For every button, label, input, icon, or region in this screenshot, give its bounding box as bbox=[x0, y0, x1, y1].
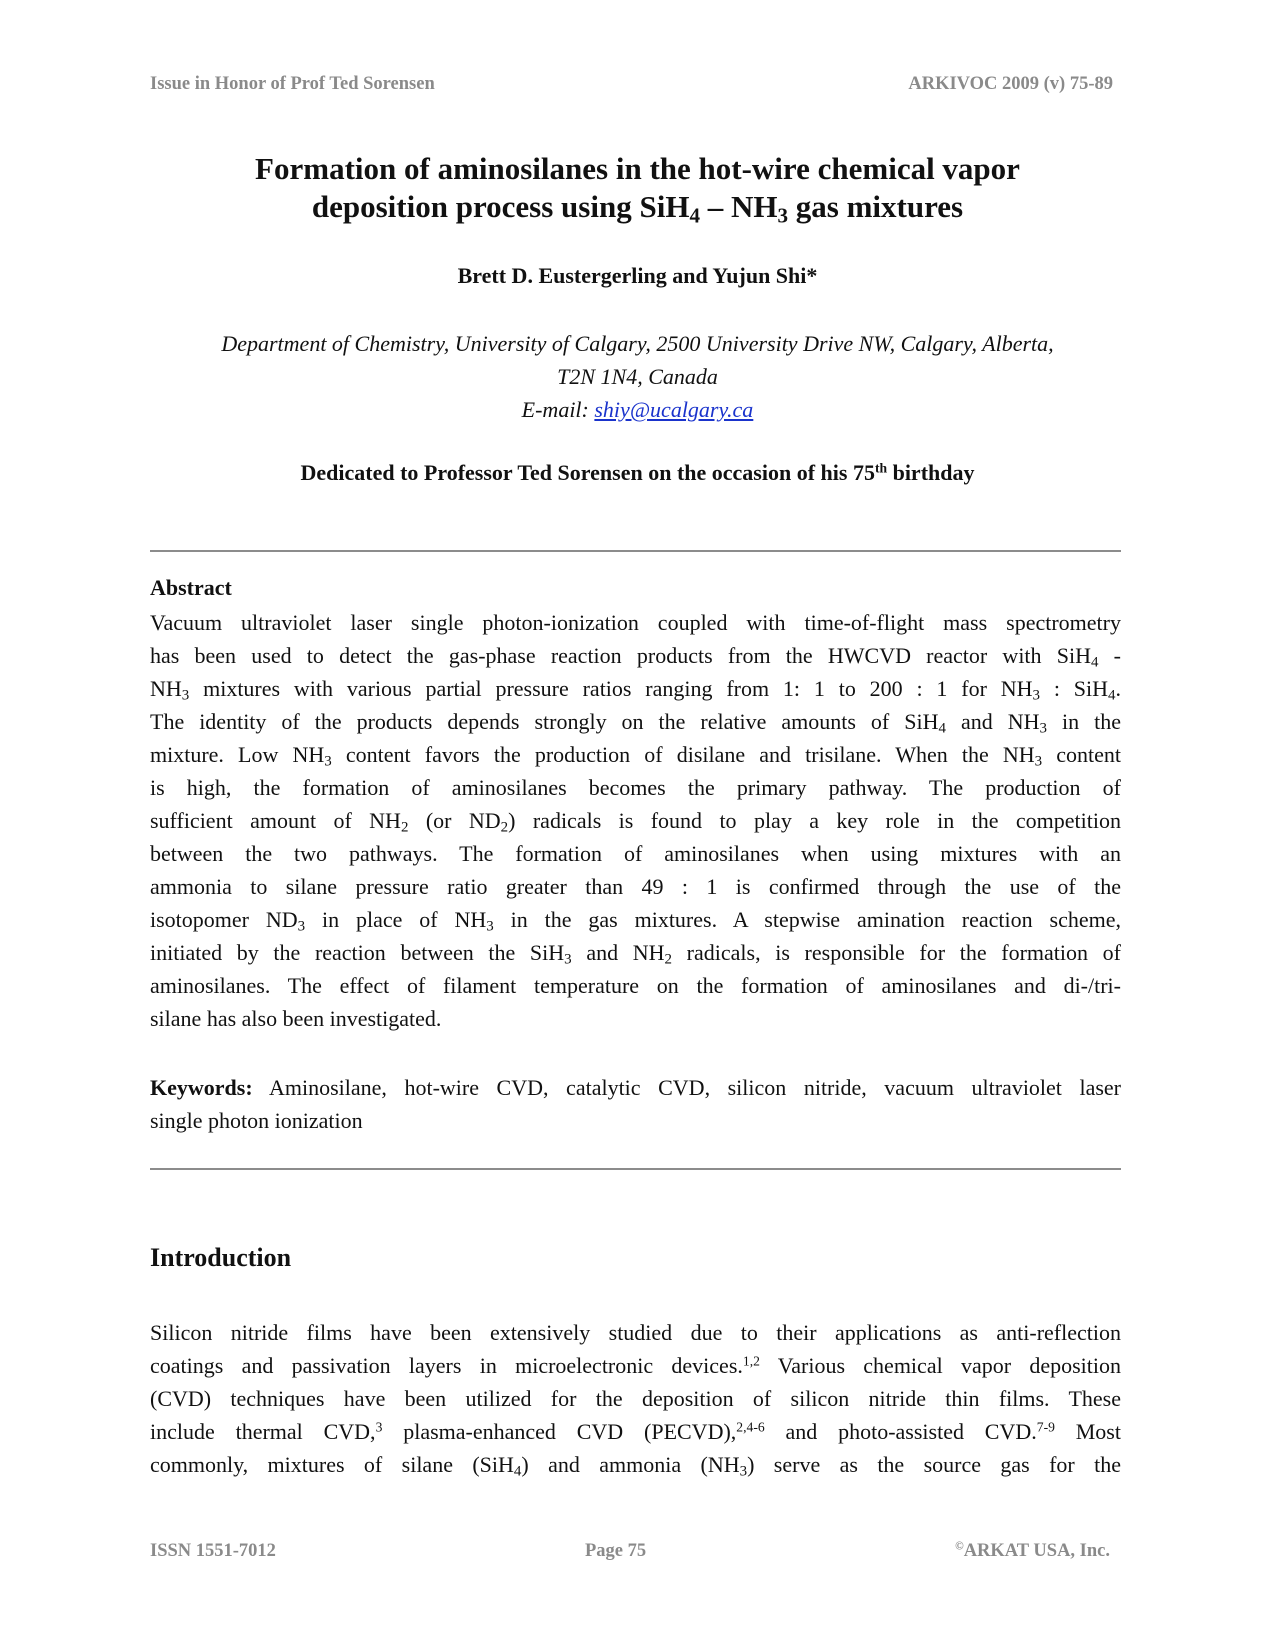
keywords-label: Keywords: bbox=[150, 1075, 253, 1100]
running-header-right: ARKIVOC 2009 (v) 75-89 bbox=[908, 74, 1113, 94]
footer-page-number: Page 75 bbox=[585, 1541, 647, 1561]
title-line-2: deposition process using $SiH_4 - NH_3$ gas mixtures bbox=[311, 189, 964, 228]
email-label: E-mail: bbox=[521, 397, 595, 422]
title-line-1: Formation of aminosilanes in the hot-wire chemical vapor bbox=[255, 151, 1020, 186]
affiliation bbox=[150, 327, 1125, 426]
introduction-heading: Introduction bbox=[150, 1243, 292, 1272]
email-link[interactable]: shiy@ucalgary.ca bbox=[594, 397, 754, 422]
paper-title bbox=[150, 150, 1125, 226]
abstract-body: Vacuum ultraviolet laser single photon-ionization coupled with time-of-flight mass spectrometry has been used to detect the gas-phase reaction products from the HWCVD reactor with SiH$_4$ - $NH_3$ mixtures with various partial pressure ratios ranging from 1: 1 to 200 : 1 for $NH_3$ : SiH$_4$. The identity of the products depends strongly on the relative amounts of SiH$_4$ and $NH_3$ in the mixture. Low $NH_3$ content favors the production of disilane and trisilane. When the $NH_3$ content is high, the formation of aminosilanes becomes the primary pathway. The production of sufficient amount of $NH_2$ (or $ND_2$) radicals is found to play a key role in the competition between the two pathways. The formation of aminosilanes when using mixtures with an ammonia to silane pressure ratio greater than 49 : 1 is confirmed through the use of the isotopomer $ND_3$ in place of $NH_3$ in the gas mixtures. A stepwise amination reaction scheme, initiated by the reaction between the SiH$_3$ and $NH_2$ radicals, is responsible for the formation of aminosilanes. The effect of filament temperature on the formation of aminosilanes and di-/tri- silane has also been investigated. bbox=[150, 610, 1122, 1031]
dedication: Dedicated to Professor Ted Sorensen on the occasion of his 75th birthday bbox=[300, 460, 975, 485]
running-header-left: Issue in Honor of Prof Ted Sorensen bbox=[150, 74, 435, 94]
abstract-heading: Abstract bbox=[150, 575, 232, 600]
divider-top bbox=[150, 550, 1121, 552]
keywords: Keywords: Aminosilane, hot-wire CVD, catalytic CVD, silicon nitride, vacuum ultraviolet laser single photon ionization bbox=[150, 1075, 1121, 1133]
affiliation-line-1: Department of Chemistry, University of Calgary, 2500 University Drive NW, Calgary, Alberta, bbox=[221, 331, 1054, 356]
email-line bbox=[150, 393, 1125, 426]
footer-publisher: ©ARKAT USA, Inc. bbox=[955, 1540, 1110, 1561]
divider-bottom bbox=[150, 1168, 1121, 1170]
affiliation-line-2: T2N 1N4, Canada bbox=[557, 364, 718, 389]
footer-issn: ISSN 1551-7012 bbox=[150, 1541, 276, 1561]
author-list: Brett D. Eustergerling and Yujun Shi* bbox=[457, 263, 818, 288]
introduction-body: Silicon nitride films have been extensively studied due to their applications as anti-reflection coatings and passivation layers in microelectronic devices.$^{1,2}$ Various chemical vapor deposition (CVD) techniques have been utilized for the deposition of silicon nitride thin films. These include thermal CVD,$^3$ plasma-enhanced CVD (PECVD),$^{2,4-6}$ and photo-assisted CVD.$^{7-9}$ Most commonly, mixtures of silane (SiH$_4$) and ammonia $(NH_3)$ serve as the source gas for the bbox=[150, 1320, 1122, 1480]
